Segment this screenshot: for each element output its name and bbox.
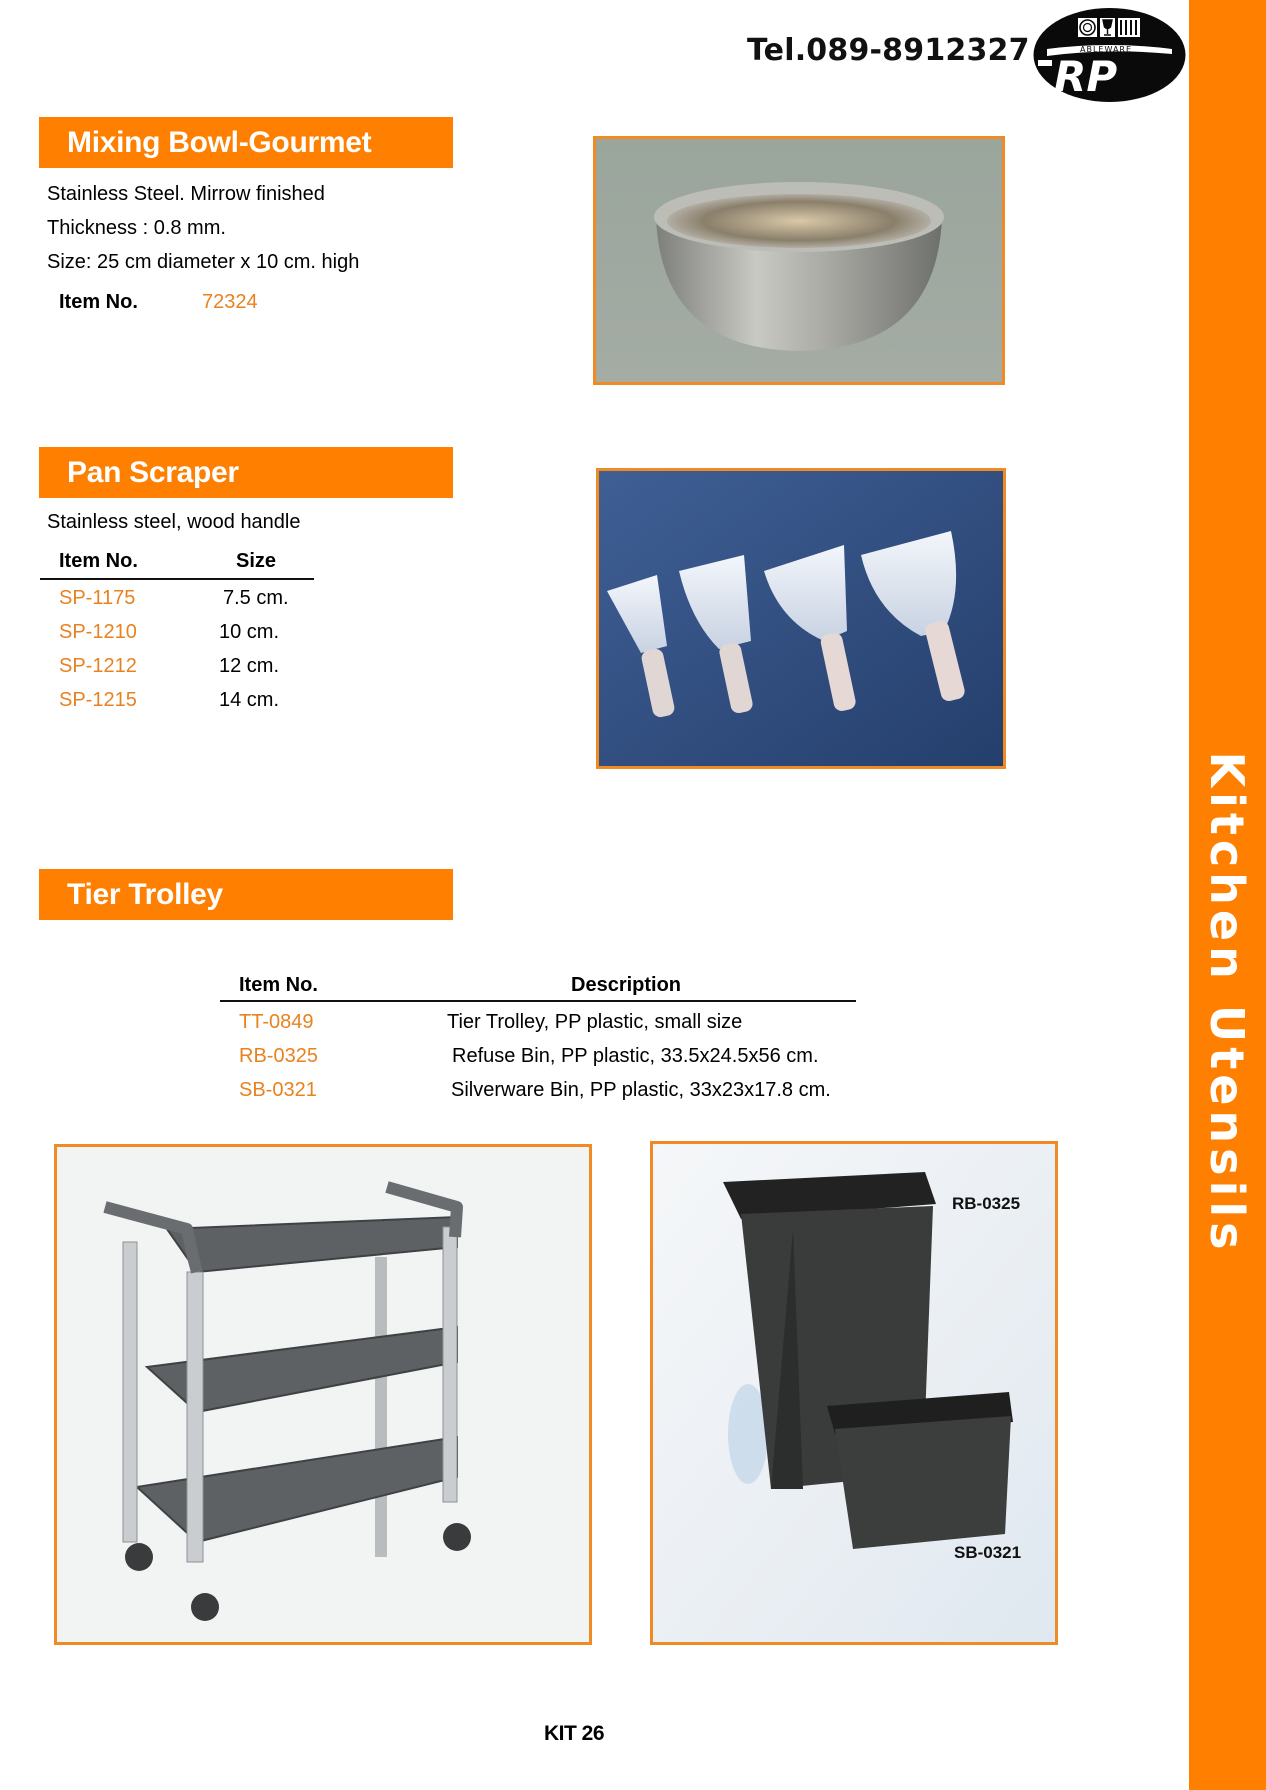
- table-header-item-no: Item No.: [59, 550, 138, 572]
- phone-number: Tel.089-8912327: [747, 33, 1030, 68]
- brand-logo: [1032, 6, 1187, 104]
- table-header-description: Description: [571, 974, 682, 996]
- svg-text:RP: RP: [1054, 52, 1118, 101]
- item-no-label: Item No.: [59, 291, 138, 313]
- table-row-size: 10 cm.: [219, 621, 280, 643]
- table-row-item-no: SB-0321: [239, 1079, 317, 1101]
- section-heading-tier-trolley: Tier Trolley: [39, 869, 453, 920]
- table-row-description: Refuse Bin, PP plastic, 33.5x24.5x56 cm.: [452, 1045, 819, 1067]
- table-row-item-no: SP-1175: [59, 587, 136, 609]
- tableware-logo-icon: [1032, 6, 1187, 104]
- bins-photo: [650, 1141, 1058, 1645]
- bin-label-silverware: SB-0321: [954, 1543, 1022, 1562]
- table-row-description: Silverware Bin, PP plastic, 33x23x17.8 cm.: [451, 1079, 831, 1101]
- page-code: KIT 26: [544, 1722, 605, 1745]
- stainless-mixing-bowl-photo: [593, 136, 1005, 385]
- tier-trolley-photo: [54, 1144, 592, 1645]
- section-heading-mixing-bowl: Mixing Bowl-Gourmet: [39, 117, 453, 168]
- table-row-description: Tier Trolley, PP plastic, small size: [447, 1011, 743, 1033]
- spec-line: Size: 25 cm diameter x 10 cm. high: [47, 251, 360, 273]
- table-header-size: Size: [236, 550, 277, 572]
- product-description: Stainless steel, wood handle: [47, 511, 301, 533]
- table-row-size: 7.5 cm.: [223, 587, 289, 609]
- item-no-value: 72324: [202, 291, 258, 313]
- spec-line: Thickness : 0.8 mm.: [47, 217, 226, 239]
- table-row-size: 12 cm.: [219, 655, 280, 677]
- table-divider: [220, 1000, 856, 1002]
- table-row-item-no: SP-1215: [59, 689, 137, 711]
- table-row-size: 14 cm.: [219, 689, 280, 711]
- table-divider: [40, 578, 314, 580]
- section-heading-pan-scraper: Pan Scraper: [39, 447, 453, 498]
- table-header-item-no: Item No.: [239, 974, 318, 996]
- svg-text:ABLEWARE: ABLEWARE: [1080, 45, 1133, 54]
- table-row-item-no: SP-1210: [59, 621, 137, 643]
- table-row-item-no: SP-1212: [59, 655, 137, 677]
- side-band-title: Kitchen Utensils: [1200, 751, 1254, 1255]
- spec-line: Stainless Steel. Mirrow finished: [47, 183, 325, 205]
- table-row-item-no: RB-0325: [239, 1045, 318, 1067]
- pan-scrapers-photo: [596, 468, 1006, 769]
- bin-label-refuse: RB-0325: [952, 1194, 1021, 1213]
- table-row-item-no: TT-0849: [239, 1011, 314, 1033]
